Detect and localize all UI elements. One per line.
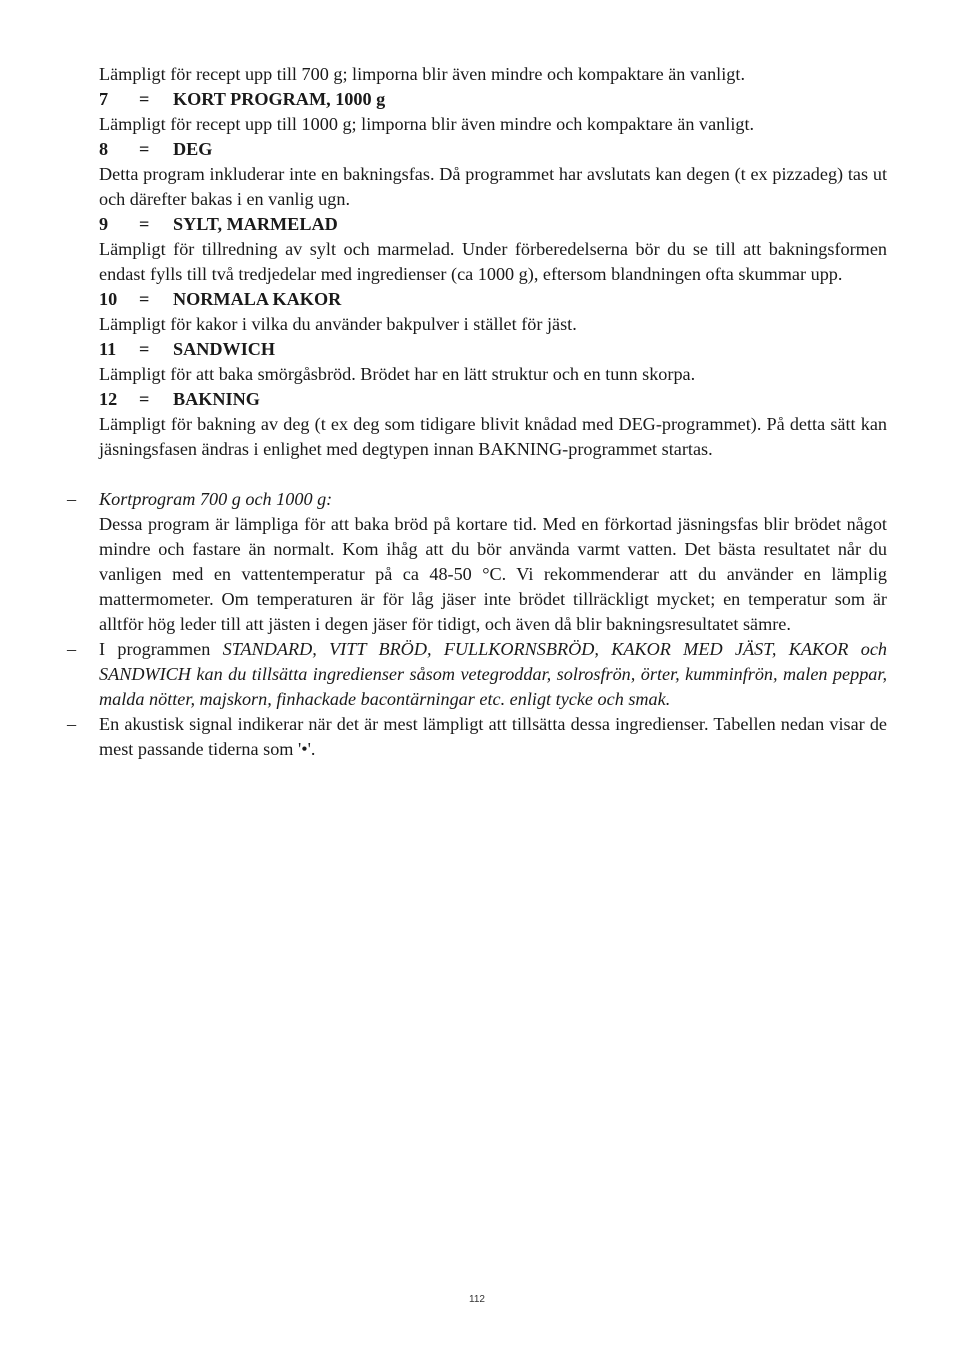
- page-number: 112: [469, 1294, 485, 1305]
- bullet-dash: –: [67, 714, 77, 734]
- bullet-item-short-program: [67, 487, 887, 637]
- equals-sign: =: [139, 339, 150, 359]
- program-number: 10: [99, 289, 118, 309]
- equals-sign: =: [139, 89, 150, 109]
- equals-sign: =: [139, 214, 150, 234]
- program-description: Lämpligt för att baka smörgåsbröd. Brödet har en lätt struktur och en tunn skorpa.: [99, 364, 696, 384]
- bullet-dash: –: [67, 639, 77, 659]
- program-description: Detta program inkluderar inte en bakningsfas. Då programmet har avslutats kan degen (t ex pizzadeg) tas ut och därefter bakas i en vanlig ugn.: [99, 164, 887, 209]
- bullet-text: Dessa program är lämpliga för att baka bröd på kortare tid. Med en förkortad jäsningsfas blir brödet något mindre och fastare än normalt. Kom ihåg att du bör använda varmt vatten. Det bästa resultatet når du vanligen med en vattentemperatur på ca 48-50 °C. Vi rekommenderar att du använder en lämplig mattermometer. Om temperaturen är för låg jäser inte brödet tillräckligt mycket; en temperatur som är alltför hög leder till att jästen i degen jäser för tidigt, och även då blir bakningsresultatet sämre.: [99, 514, 887, 634]
- bullet-text-prefix: I programmen: [99, 639, 223, 659]
- program-heading-11: [99, 337, 887, 362]
- program-title: NORMALA KAKOR: [173, 289, 342, 309]
- program-title: BAKNING: [173, 389, 260, 409]
- program-number: 8: [99, 139, 109, 159]
- program-heading-9: [99, 212, 887, 237]
- program-heading-12: [99, 387, 887, 412]
- program-description: Lämpligt för recept upp till 1000 g; limporna blir även mindre och kompaktare än vanligt.: [99, 114, 755, 134]
- program-title: DEG: [173, 139, 213, 159]
- program-title: KORT PROGRAM, 1000 g: [173, 89, 386, 109]
- program-number: 9: [99, 214, 109, 234]
- program-description: Lämpligt för bakning av deg (t ex deg som tidigare blivit knådad med DEG-programmet). På detta sätt kan jäsningsfasen ändras i enlighet med degtypen innan BAKNING-programmet startas.: [99, 414, 887, 459]
- program-heading-7: [99, 87, 887, 112]
- program-number: 7: [99, 89, 109, 109]
- program-description: Lämpligt för tillredning av sylt och marmelad. Under förberedelserna bör du se till att bakningsformen endast fylls till två tredjedelar med ingredienser (ca 1000 g), eftersom blandningen ofta skummar upp.: [99, 239, 887, 284]
- bullet-dash: –: [67, 489, 77, 509]
- bullet-text: En akustisk signal indikerar när det är mest lämpligt att tillsätta dessa ingredienser. Tabellen nedan visar de mest passande tiderna som '•'.: [99, 714, 887, 759]
- program-number: 12: [99, 389, 118, 409]
- document-body: [67, 62, 887, 762]
- paragraph-gap: [99, 462, 887, 487]
- bullet-text-italic: STANDARD, VITT BRÖD, FULLKORNSBRÖD, KAKOR MED JÄST, KAKOR och SANDWICH kan du tillsätta ingredienser såsom vetegroddar, solrosfrön, örter, kumminfrön, malen peppar, malda nötter, majskorn, finhackade bacontärningar etc. enligt tycke och smak.: [99, 639, 887, 709]
- intro-line: Lämpligt för recept upp till 700 g; limporna blir även mindre och kompaktare än vanligt.: [99, 64, 745, 84]
- program-description: Lämpligt för kakor i vilka du använder bakpulver i stället för jäst.: [99, 314, 577, 334]
- bullet-text: [99, 637, 887, 712]
- bullet-item-programs: [67, 637, 887, 712]
- program-heading-10: [99, 287, 887, 312]
- equals-sign: =: [139, 389, 150, 409]
- program-title: SANDWICH: [173, 339, 276, 359]
- program-number: 11: [99, 339, 117, 359]
- equals-sign: =: [139, 139, 150, 159]
- program-title: SYLT, MARMELAD: [173, 214, 338, 234]
- equals-sign: =: [139, 289, 150, 309]
- bullet-item-signal: [67, 712, 887, 762]
- program-heading-8: [99, 137, 887, 162]
- bullet-title: Kortprogram 700 g och 1000 g:: [99, 489, 333, 509]
